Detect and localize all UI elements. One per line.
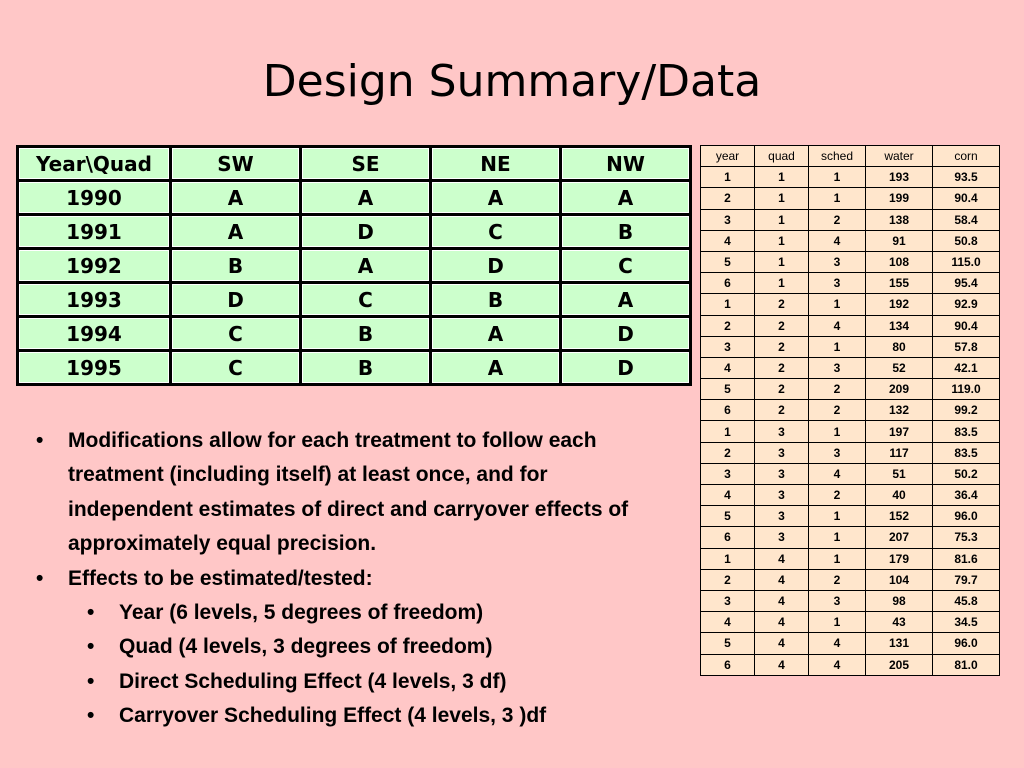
data-cell: 4 xyxy=(701,230,755,251)
data-row xyxy=(701,400,1000,421)
bullet-effects xyxy=(36,562,676,596)
design-row xyxy=(18,181,690,215)
design-year-cell: 1990 xyxy=(18,181,171,215)
data-cell: 6 xyxy=(701,654,755,675)
data-header-cell: water xyxy=(866,146,933,167)
data-cell: 90.4 xyxy=(933,315,1000,336)
design-header-cell: NE xyxy=(431,147,561,181)
design-header-row xyxy=(18,147,690,181)
data-cell: 81.0 xyxy=(933,654,1000,675)
data-cell: 57.8 xyxy=(933,336,1000,357)
data-cell: 4 xyxy=(809,230,866,251)
design-schedule-cell: B xyxy=(431,283,561,317)
design-schedule-cell: C xyxy=(301,283,431,317)
data-row xyxy=(701,273,1000,294)
data-cell: 1 xyxy=(701,167,755,188)
data-cell: 1 xyxy=(809,336,866,357)
data-cell: 96.0 xyxy=(933,633,1000,654)
data-cell: 51 xyxy=(866,463,933,484)
data-cell: 3 xyxy=(755,527,809,548)
data-cell: 6 xyxy=(701,273,755,294)
data-cell: 83.5 xyxy=(933,421,1000,442)
data-cell: 192 xyxy=(866,294,933,315)
data-cell: 98 xyxy=(866,590,933,611)
bullet-dot: • xyxy=(87,635,95,659)
data-row xyxy=(701,527,1000,548)
data-table xyxy=(700,145,1000,676)
data-cell: 1 xyxy=(701,548,755,569)
sub-bullet-carryover xyxy=(36,699,676,733)
data-cell: 1 xyxy=(701,421,755,442)
data-cell: 5 xyxy=(701,379,755,400)
data-row xyxy=(701,294,1000,315)
data-row xyxy=(701,590,1000,611)
data-header-cell: year xyxy=(701,146,755,167)
bullet-dot: • xyxy=(36,566,44,590)
data-cell: 193 xyxy=(866,167,933,188)
design-row xyxy=(18,215,690,249)
data-row xyxy=(701,654,1000,675)
data-cell: 36.4 xyxy=(933,485,1000,506)
design-schedule-cell: A xyxy=(431,351,561,384)
data-cell: 83.5 xyxy=(933,442,1000,463)
data-cell: 1 xyxy=(809,527,866,548)
design-schedule-cell: A xyxy=(431,317,561,351)
data-header-cell: quad xyxy=(755,146,809,167)
sub-bullet-quad xyxy=(36,630,676,664)
data-cell: 2 xyxy=(701,442,755,463)
design-year-cell: 1994 xyxy=(18,317,171,351)
data-cell: 2 xyxy=(809,209,866,230)
data-cell: 2 xyxy=(809,379,866,400)
data-row xyxy=(701,336,1000,357)
data-row xyxy=(701,633,1000,654)
bullet-dot: • xyxy=(36,429,44,452)
design-row xyxy=(18,249,690,283)
design-schedule-cell: B xyxy=(301,317,431,351)
design-schedule-cell: D xyxy=(561,351,690,384)
data-cell: 3 xyxy=(755,485,809,506)
data-cell: 1 xyxy=(755,230,809,251)
data-cell: 197 xyxy=(866,421,933,442)
design-schedule-cell: D xyxy=(561,317,690,351)
data-cell: 2 xyxy=(755,400,809,421)
data-cell: 115.0 xyxy=(933,251,1000,272)
data-cell: 179 xyxy=(866,548,933,569)
data-cell: 1 xyxy=(755,167,809,188)
design-schedule-cell: C xyxy=(171,317,301,351)
data-cell: 3 xyxy=(809,273,866,294)
design-schedule-cell: C xyxy=(171,351,301,384)
data-cell: 3 xyxy=(809,251,866,272)
data-cell: 96.0 xyxy=(933,506,1000,527)
data-cell: 2 xyxy=(755,357,809,378)
data-cell: 3 xyxy=(809,357,866,378)
data-cell: 199 xyxy=(866,188,933,209)
data-cell: 207 xyxy=(866,527,933,548)
data-cell: 1 xyxy=(755,209,809,230)
data-cell: 3 xyxy=(809,442,866,463)
data-row xyxy=(701,442,1000,463)
design-row xyxy=(18,351,690,384)
design-schedule-cell: A xyxy=(171,215,301,249)
data-cell: 1 xyxy=(755,188,809,209)
data-cell: 3 xyxy=(755,421,809,442)
data-row xyxy=(701,485,1000,506)
data-row xyxy=(701,379,1000,400)
data-row xyxy=(701,188,1000,209)
design-schedule-cell: A xyxy=(561,181,690,215)
design-schedule-cell: A xyxy=(431,181,561,215)
data-cell: 2 xyxy=(755,294,809,315)
data-cell: 3 xyxy=(755,506,809,527)
data-cell: 4 xyxy=(701,612,755,633)
data-cell: 92.9 xyxy=(933,294,1000,315)
data-cell: 1 xyxy=(809,612,866,633)
data-row xyxy=(701,315,1000,336)
data-cell: 50.2 xyxy=(933,463,1000,484)
data-cell: 3 xyxy=(755,463,809,484)
data-cell: 5 xyxy=(701,633,755,654)
data-cell: 119.0 xyxy=(933,379,1000,400)
bullet-dot: • xyxy=(87,704,95,728)
sub-bullet-direct xyxy=(36,665,676,699)
design-year-cell: 1991 xyxy=(18,215,171,249)
data-row xyxy=(701,548,1000,569)
data-header-row xyxy=(701,146,1000,167)
data-cell: 132 xyxy=(866,400,933,421)
data-cell: 34.5 xyxy=(933,612,1000,633)
design-schedule-cell: B xyxy=(301,351,431,384)
data-cell: 209 xyxy=(866,379,933,400)
data-cell: 131 xyxy=(866,633,933,654)
data-cell: 91 xyxy=(866,230,933,251)
data-cell: 4 xyxy=(755,633,809,654)
data-cell: 3 xyxy=(755,442,809,463)
data-row xyxy=(701,357,1000,378)
bullet-dot: • xyxy=(87,601,95,625)
data-cell: 2 xyxy=(755,315,809,336)
design-schedule-cell: C xyxy=(561,249,690,283)
design-schedule-cell: B xyxy=(171,249,301,283)
design-year-cell: 1993 xyxy=(18,283,171,317)
design-schedule-cell: A xyxy=(171,181,301,215)
data-cell: 152 xyxy=(866,506,933,527)
data-cell: 4 xyxy=(755,654,809,675)
data-cell: 1 xyxy=(809,506,866,527)
data-cell: 4 xyxy=(755,612,809,633)
data-cell: 43 xyxy=(866,612,933,633)
data-cell: 52 xyxy=(866,357,933,378)
data-cell: 93.5 xyxy=(933,167,1000,188)
data-cell: 134 xyxy=(866,315,933,336)
bullet-list xyxy=(36,424,676,734)
data-cell: 42.1 xyxy=(933,357,1000,378)
data-cell: 3 xyxy=(701,590,755,611)
data-cell: 2 xyxy=(701,315,755,336)
design-header-cell: Year\Quad xyxy=(18,147,171,181)
design-row xyxy=(18,283,690,317)
data-cell: 3 xyxy=(701,209,755,230)
data-cell: 2 xyxy=(755,336,809,357)
design-schedule-cell: B xyxy=(561,215,690,249)
data-cell: 2 xyxy=(701,569,755,590)
data-cell: 80 xyxy=(866,336,933,357)
data-cell: 6 xyxy=(701,400,755,421)
data-cell: 205 xyxy=(866,654,933,675)
design-schedule-cell: A xyxy=(301,249,431,283)
design-header-cell: NW xyxy=(561,147,690,181)
data-cell: 6 xyxy=(701,527,755,548)
design-schedule-cell: A xyxy=(561,283,690,317)
data-cell: 4 xyxy=(701,485,755,506)
data-cell: 4 xyxy=(755,569,809,590)
data-cell: 2 xyxy=(809,485,866,506)
data-cell: 3 xyxy=(701,463,755,484)
data-cell: 1 xyxy=(755,273,809,294)
data-cell: 104 xyxy=(866,569,933,590)
data-cell: 1 xyxy=(809,167,866,188)
data-cell: 81.6 xyxy=(933,548,1000,569)
data-cell: 50.8 xyxy=(933,230,1000,251)
data-cell: 3 xyxy=(701,336,755,357)
data-cell: 3 xyxy=(809,590,866,611)
data-cell: 1 xyxy=(809,548,866,569)
data-row xyxy=(701,251,1000,272)
slide-title: Design Summary/Data xyxy=(262,56,762,107)
sub-bullet-text: Year (6 levels, 5 degrees of freedom) xyxy=(119,601,484,625)
data-cell: 1 xyxy=(701,294,755,315)
data-row xyxy=(701,209,1000,230)
data-row xyxy=(701,167,1000,188)
data-cell: 4 xyxy=(755,548,809,569)
data-cell: 1 xyxy=(809,421,866,442)
data-cell: 99.2 xyxy=(933,400,1000,421)
design-row xyxy=(18,317,690,351)
data-cell: 4 xyxy=(701,357,755,378)
data-header-cell: sched xyxy=(809,146,866,167)
bullet-dot: • xyxy=(87,669,95,693)
data-cell: 58.4 xyxy=(933,209,1000,230)
bullet-effects-text: Effects to be estimated/tested: xyxy=(68,566,373,590)
data-row xyxy=(701,463,1000,484)
data-cell: 4 xyxy=(809,315,866,336)
design-schedule-cell: D xyxy=(301,215,431,249)
data-row xyxy=(701,230,1000,251)
data-row xyxy=(701,569,1000,590)
data-cell: 4 xyxy=(809,463,866,484)
data-cell: 108 xyxy=(866,251,933,272)
data-cell: 1 xyxy=(809,188,866,209)
data-cell: 75.3 xyxy=(933,527,1000,548)
data-cell: 90.4 xyxy=(933,188,1000,209)
design-header-cell: SW xyxy=(171,147,301,181)
sub-bullet-year xyxy=(36,596,676,630)
bullet-modifications xyxy=(36,424,676,562)
data-header-cell: corn xyxy=(933,146,1000,167)
sub-bullet-text: Direct Scheduling Effect (4 levels, 3 df) xyxy=(119,669,507,693)
design-schedule-cell: C xyxy=(431,215,561,249)
design-header-cell: SE xyxy=(301,147,431,181)
data-cell: 2 xyxy=(809,569,866,590)
data-cell: 4 xyxy=(755,590,809,611)
data-cell: 1 xyxy=(809,294,866,315)
data-cell: 5 xyxy=(701,506,755,527)
data-row xyxy=(701,506,1000,527)
data-cell: 2 xyxy=(701,188,755,209)
data-cell: 117 xyxy=(866,442,933,463)
design-schedule-cell: D xyxy=(171,283,301,317)
data-cell: 2 xyxy=(809,400,866,421)
data-row xyxy=(701,421,1000,442)
data-cell: 2 xyxy=(755,379,809,400)
data-cell: 40 xyxy=(866,485,933,506)
bullet-modifications-text: Modifications allow for each treatment to follow each treatment (including itself) at least once, and for independent estimates of direct and carryover effects of approximately equal precision. xyxy=(68,429,629,556)
design-schedule-cell: A xyxy=(301,181,431,215)
data-cell: 5 xyxy=(701,251,755,272)
data-cell: 4 xyxy=(809,633,866,654)
data-cell: 95.4 xyxy=(933,273,1000,294)
data-cell: 45.8 xyxy=(933,590,1000,611)
design-year-cell: 1992 xyxy=(18,249,171,283)
sub-bullet-text: Quad (4 levels, 3 degrees of freedom) xyxy=(119,635,493,659)
data-cell: 138 xyxy=(866,209,933,230)
sub-bullet-text: Carryover Scheduling Effect (4 levels, 3 )df xyxy=(119,704,547,728)
design-table xyxy=(16,145,692,386)
data-cell: 155 xyxy=(866,273,933,294)
data-cell: 1 xyxy=(755,251,809,272)
data-row xyxy=(701,612,1000,633)
design-schedule-cell: D xyxy=(431,249,561,283)
data-cell: 4 xyxy=(809,654,866,675)
design-year-cell: 1995 xyxy=(18,351,171,384)
data-cell: 79.7 xyxy=(933,569,1000,590)
